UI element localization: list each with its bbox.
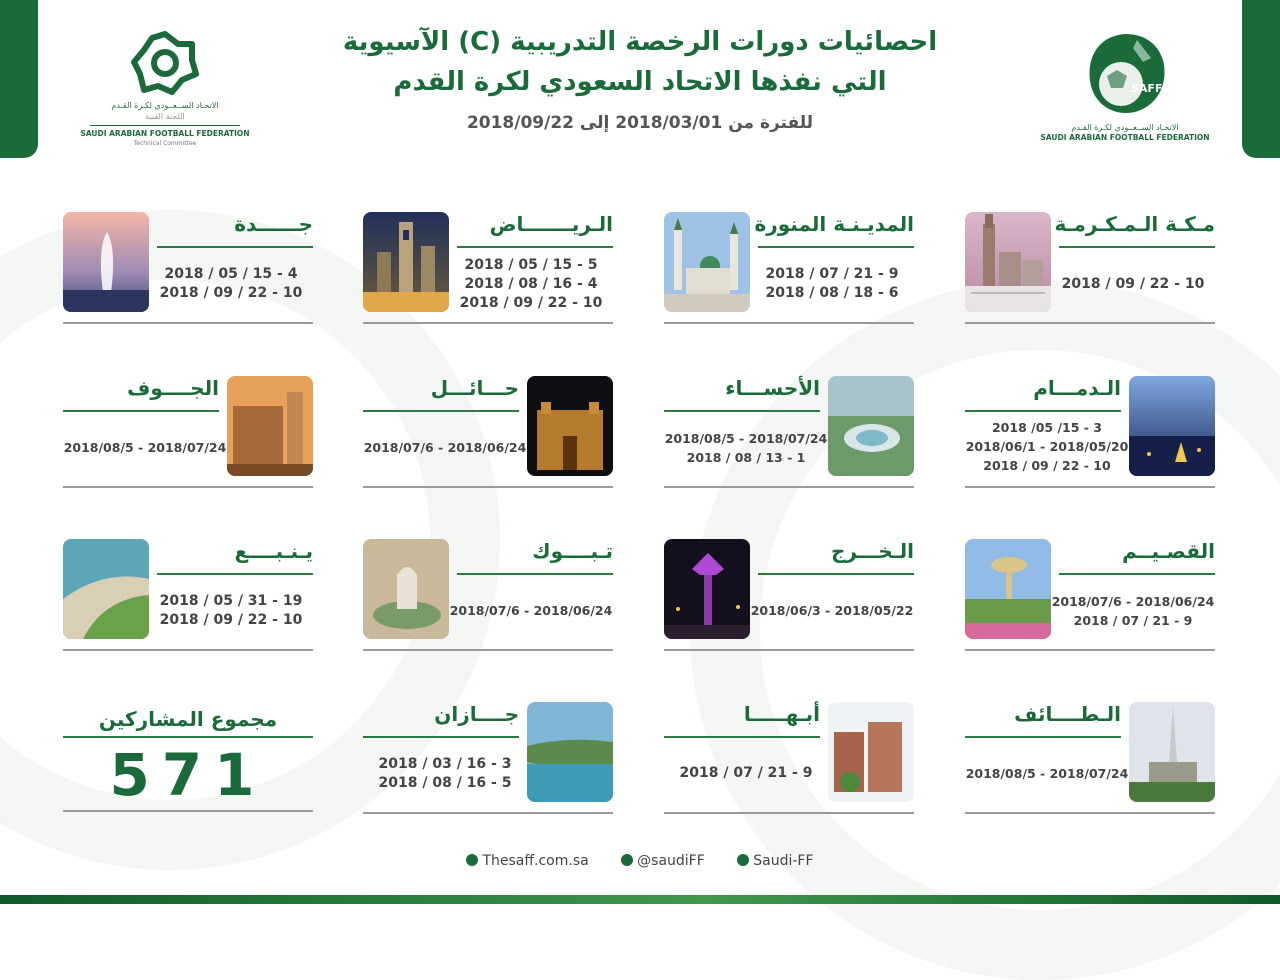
city-card-abha [664, 702, 914, 814]
technical-committee-logo [80, 30, 250, 148]
city-dates [449, 256, 613, 313]
footer-snapchat[interactable] [737, 853, 813, 869]
date-line: 2018/06/3 - 2018/05/22 [750, 603, 914, 618]
city-bottom-rule [664, 486, 914, 488]
city-title-rule [457, 573, 613, 575]
logo-left-divider [90, 125, 240, 126]
date-line: 2018 / 08 / 18 - 6 [765, 285, 899, 301]
city-name: المديـنـة المنورة [754, 212, 914, 236]
city-bottom-rule [363, 322, 613, 324]
city-card-madinah [664, 212, 914, 324]
jazan-photo [527, 702, 613, 802]
header [320, 22, 960, 138]
tabuk-photo [363, 539, 449, 639]
city-title-rule [965, 736, 1121, 738]
page-title-line2: التي نفذها الاتحاد السعودي لكرة القدم [393, 67, 887, 97]
logo-left-english-sub: Technical Committee [133, 140, 197, 147]
snapchat-text: Saudi-FF [753, 853, 814, 869]
city-name: حـــائـــل [430, 376, 519, 400]
logo-left-arabic: الاتحـاد الســعــودي لكـرة القـدم [111, 101, 219, 110]
date-line: 2018 / 09 / 22 - 10 [983, 458, 1111, 473]
city-dates [965, 418, 1129, 475]
date-line: 2018/07/6 - 2018/06/24 [363, 440, 527, 455]
city-dates [363, 438, 527, 457]
date-line: 2018 / 03 / 16 - 3 [378, 756, 512, 772]
right-corner-tab [1242, 0, 1280, 158]
city-card-hail [363, 376, 613, 488]
city-dates [363, 755, 527, 793]
city-name: الـدمـــام [1033, 376, 1121, 400]
saff-badge-icon [1077, 30, 1173, 118]
date-line: 2018/07/6 - 2018/06/24 [449, 603, 613, 618]
snapchat-icon [737, 854, 749, 866]
city-title-rule [157, 246, 313, 248]
city-name: الـطــــائف [1014, 702, 1121, 726]
saff-badge-text: SAFF [1131, 82, 1163, 95]
date-line: 2018 / 08 / 13 - 1 [686, 450, 806, 465]
date-line: 2018 / 09 / 22 - 10 [159, 612, 303, 628]
city-dates [750, 265, 914, 303]
city-title-rule [63, 410, 219, 412]
bottom-gradient-bar [0, 895, 1280, 904]
city-dates [449, 601, 613, 620]
jeddah-photo [63, 212, 149, 312]
date-line: 2018 / 07 / 21 - 9 [765, 266, 899, 282]
footer [0, 853, 1280, 869]
logo-left-english: SAUDI ARABIAN FOOTBALL FEDERATION [80, 129, 250, 138]
city-card-dammam [965, 376, 1215, 488]
date-line: 2018 / 08 / 16 - 5 [378, 775, 512, 791]
city-bottom-rule [363, 812, 613, 814]
star-emblem-icon [130, 30, 200, 96]
twitter-text: @saudiFF [637, 853, 705, 869]
city-title-rule [363, 410, 519, 412]
city-dates [1051, 592, 1215, 630]
date-line: 2018 / 09 / 22 - 10 [459, 295, 603, 311]
city-bottom-rule [363, 486, 613, 488]
date-line: 2018/08/5 - 2018/07/24 [965, 766, 1129, 781]
riyadh-photo [363, 212, 449, 312]
city-bottom-rule [363, 649, 613, 651]
footer-website[interactable] [466, 853, 588, 869]
city-dates [664, 429, 828, 467]
logo-right-arabic: الاتحـاد الســعــودي لكـرة القـدم [1071, 123, 1179, 132]
website-text: Thesaff.com.sa [482, 853, 589, 869]
city-dates [1051, 275, 1215, 294]
qassim-photo [965, 539, 1051, 639]
city-title-rule [1059, 246, 1215, 248]
footer-twitter[interactable] [621, 853, 705, 869]
city-card-jazan [363, 702, 613, 814]
city-title-rule [1059, 573, 1215, 575]
city-name: جــــازان [434, 702, 519, 726]
city-dates [149, 592, 313, 630]
city-dates [750, 601, 914, 620]
city-title-rule [157, 573, 313, 575]
city-name: القصـيــم [1122, 539, 1215, 563]
madinah-photo [664, 212, 750, 312]
city-card-ahsa [664, 376, 914, 488]
jouf-photo [227, 376, 313, 476]
city-card-tabuk [363, 539, 613, 651]
date-line: 2018 / 08 / 16 - 4 [464, 276, 598, 292]
date-line: 2018 /05 /15 - 3 [991, 420, 1102, 435]
city-card-riyadh [363, 212, 613, 324]
city-dates [63, 438, 227, 457]
date-line: 2018 / 07 / 21 - 9 [1073, 613, 1193, 628]
saff-logo [1040, 30, 1210, 143]
hail-photo [527, 376, 613, 476]
page-title-line1: احصائيات دورات الرخصة التدريبية (C) الآسيوية [342, 27, 938, 57]
city-title-rule [758, 573, 914, 575]
logo-left-arabic-sub: اللجنة الفنية [145, 112, 185, 121]
ahsa-photo [828, 376, 914, 476]
city-name: الجــــوف [127, 376, 219, 400]
date-line: 2018 / 05 / 31 - 19 [159, 593, 303, 609]
date-line: 2018/08/5 - 2018/07/24 [664, 431, 828, 446]
date-line: 2018 / 05 / 15 - 4 [164, 266, 298, 282]
total-title-rule [63, 736, 313, 738]
city-name: مـكـة الـمـكـرمـة [1054, 212, 1215, 236]
city-dates [664, 764, 828, 783]
city-bottom-rule [965, 812, 1215, 814]
city-card-taif [965, 702, 1215, 814]
city-bottom-rule [664, 322, 914, 324]
city-title-rule [457, 246, 613, 248]
date-line: 2018/06/1 - 2018/05/20 [965, 439, 1129, 454]
city-card-makkah [965, 212, 1215, 324]
city-bottom-rule [664, 812, 914, 814]
city-bottom-rule [965, 649, 1215, 651]
dammam-photo [1129, 376, 1215, 476]
city-name: الـريـــــــاض [489, 212, 613, 236]
twitter-icon [621, 854, 633, 866]
logo-right-english: SAUDI ARABIAN FOOTBALL FEDERATION [1040, 133, 1210, 142]
city-name: جــــــدة [234, 212, 313, 236]
city-title-rule [664, 736, 820, 738]
city-bottom-rule [63, 322, 313, 324]
kharj-photo [664, 539, 750, 639]
city-name: الـخـــرج [831, 539, 914, 563]
yanbu-photo [63, 539, 149, 639]
city-dates [965, 764, 1129, 783]
abha-photo [828, 702, 914, 802]
city-bottom-rule [965, 322, 1215, 324]
date-line: 2018 / 07 / 21 - 9 [679, 765, 813, 781]
date-line: 2018/08/5 - 2018/07/24 [63, 440, 227, 455]
city-card-jouf [63, 376, 313, 488]
city-title-rule [363, 736, 519, 738]
date-line: 2018/07/6 - 2018/06/24 [1051, 594, 1215, 609]
city-name: الأحســـاء [725, 376, 820, 400]
city-bottom-rule [63, 486, 313, 488]
city-title-rule [664, 410, 820, 412]
city-dates [149, 265, 313, 303]
city-name: تـبــــوك [532, 539, 613, 563]
city-card-qassim [965, 539, 1215, 651]
city-bottom-rule [63, 649, 313, 651]
date-line: 2018 / 05 / 15 - 5 [464, 257, 598, 273]
total-participants-label: مجموع المشاركين [98, 707, 278, 731]
city-name: يـنـبــــع [234, 539, 313, 563]
taif-photo [1129, 702, 1215, 802]
city-title-rule [965, 410, 1121, 412]
city-card-kharj [664, 539, 914, 651]
total-participants-value: 571 [109, 741, 267, 809]
makkah-photo [965, 212, 1051, 312]
city-title-rule [758, 246, 914, 248]
city-bottom-rule [965, 486, 1215, 488]
city-name: أبـهـــــا [743, 702, 820, 726]
city-card-yanbu [63, 539, 313, 651]
city-bottom-rule [664, 649, 914, 651]
globe-icon [466, 854, 478, 866]
period-subtitle: للفترة من 2018/03/01 إلى 2018/09/22 [466, 113, 814, 133]
date-line: 2018 / 09 / 22 - 10 [1061, 276, 1205, 292]
date-line: 2018 / 09 / 22 - 10 [159, 285, 303, 301]
city-card-jeddah [63, 212, 313, 324]
total-bottom-rule [63, 810, 313, 812]
left-corner-tab [0, 0, 38, 158]
